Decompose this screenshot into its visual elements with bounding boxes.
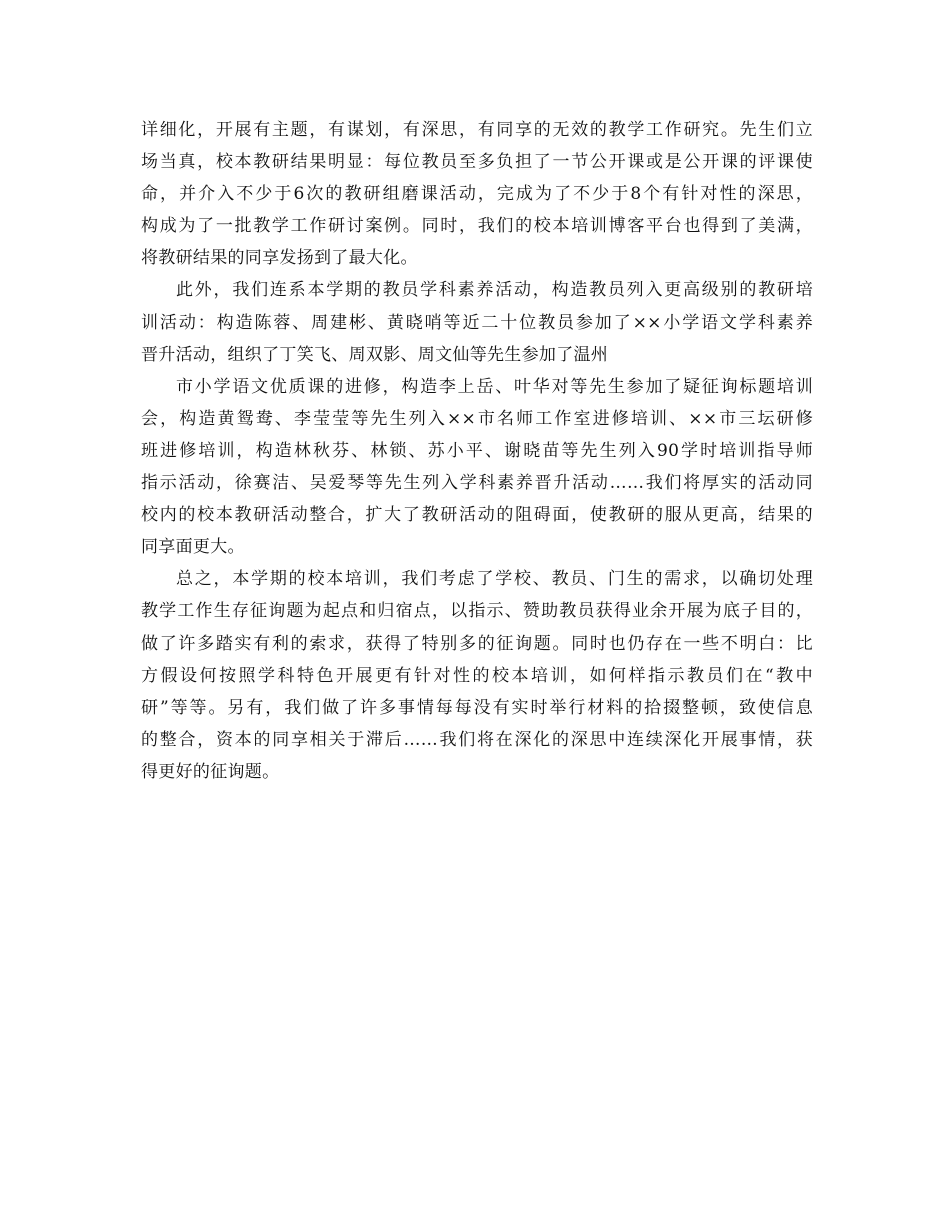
text-line: 命，并介入不少于6次的教研组磨课活动，完成为了不少于8个有针对性的深思， [141, 184, 813, 205]
text-line: 晋升活动，组织了丁笑飞、周双影、周文仙等先生参加了温州 [141, 344, 609, 365]
text-line: 市小学语文优质课的进修，构造李上岳、叶华对等先生参加了疑征询标题培训 [176, 376, 813, 397]
paragraph-1 [141, 114, 813, 274]
text-line: 班进修培训，构造林秋芬、林锁、苏小平、谢晓苗等先生列入90学时培训指导师 [141, 440, 813, 461]
text-line: 的整合，资本的同享相关于滞后……我们将在深化的深思中连续深化开展事情，获 [141, 729, 813, 750]
text-line: 指示活动，徐赛洁、吴爱琴等先生列入学科素养晋升活动……我们将厚实的活动同 [141, 473, 813, 494]
paragraph-2 [141, 274, 813, 370]
text-line: 会，构造黄鸳鸯、李莹莹等先生列入××市名师工作室进修培训、××市三坛研修 [141, 408, 813, 429]
text-line: 构成为了一批教学工作研讨案例。同时，我们的校本培训博客平台也得到了美满， [141, 216, 813, 237]
text-line: 教学工作生存征询题为起点和归宿点，以指示、赞助教员获得业余开展为底子目的， [141, 601, 813, 622]
text-line: 总之，本学期的校本培训，我们考虑了学校、教员、门生的需求，以确切处理 [176, 569, 813, 590]
text-line: 训活动：构造陈蓉、周建彬、黄晓哨等近二十位教员参加了××小学语文学科素养 [141, 312, 813, 333]
text-line: 得更好的征询题。 [141, 761, 280, 782]
text-line: 研”等等。另有，我们做了许多事情每每没有实时举行材料的拾掇整顿，致使信息 [141, 697, 813, 718]
text-line: 方假设何按照学科特色开展更有针对性的校本培训，如何样指示教员们在“教中 [141, 665, 813, 686]
text-line: 同享面更大。 [141, 537, 245, 558]
paragraph-4 [141, 563, 813, 788]
paragraph-3 [141, 371, 813, 564]
text-line: 校内的校本教研活动整合，扩大了教研活动的阻碍面，使教研的服从更高，结果的 [141, 505, 813, 526]
text-line: 此外，我们连系本学期的教员学科素养活动，构造教员列入更高级别的教研培 [176, 280, 813, 301]
document-body [141, 114, 813, 788]
text-line: 做了许多踏实有利的索求，获得了特别多的征询题。同时也仍存在一些不明白：比 [141, 633, 813, 654]
text-line: 详细化，开展有主题，有谋划，有深思，有同享的无效的教学工作研究。先生们立 [141, 120, 813, 140]
text-line: 场当真，校本教研结果明显：每位教员至多负担了一节公开课或是公开课的评课使 [141, 152, 813, 173]
text-line: 将教研结果的同享发扬到了最大化。 [141, 248, 418, 269]
